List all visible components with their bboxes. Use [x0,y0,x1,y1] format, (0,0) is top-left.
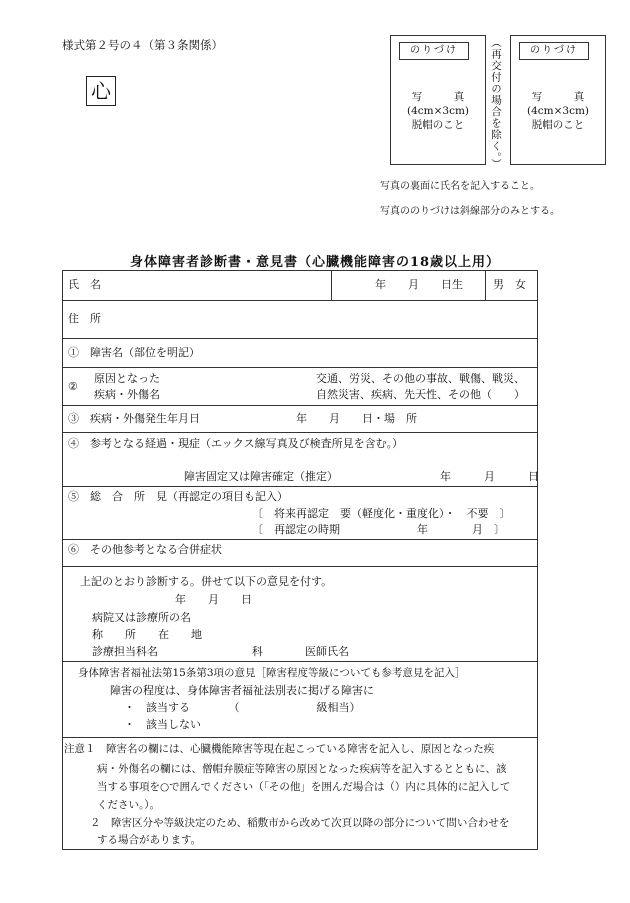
photo-note-2: 写真ののりづけは斜線部分のみとする。 [380,206,560,217]
stamp-char: 心 [91,79,111,103]
r5-line1: 〔 将来再認定 要（軽度化・重度化）・ 不要 〕 [252,507,511,520]
diagnosis-date: 年 月 日 [175,593,252,606]
vrule-birth [485,270,486,300]
r2-label-a: 原因となった [94,372,160,385]
diagnosis-statement: 上記のとおり診断する。併せて以下の意見を付す。 [80,575,333,588]
stamp-box [86,76,116,106]
rule-4 [62,405,538,406]
rule-8 [62,566,538,567]
hospital-address: 称 所 在 地 [92,628,202,641]
note-1-l4: ください。）。 [97,799,160,811]
photo-note-1: 写真の裏面に氏名を記入すること。 [380,181,540,192]
rule-3 [62,367,538,368]
photo-line2: (4cm×3cm) [406,105,470,117]
r2-causes-a: 交通、労災、その他の事故、戦傷、戦災、 [316,372,525,385]
note-1-l3: 当する事項を○で囲んでください（「その他」を囲んだ場合は（）内に具体的に記入して [97,781,511,793]
photo-instructions [391,90,485,132]
note-1-head: 注意１ 障害名の欄には、心臓機能障害等現在起こっている障害を記入し、原因となった疾 [64,743,495,755]
r4-fixed: 障害固定又は障害確定（推定） [184,470,338,483]
glue-label: のりづけ [399,42,469,60]
photo-line2-right: (4cm×3cm) [526,105,590,117]
r4-label: ④ 参考となる経過・現症（エックス線写真及び検査所見を含む。） [68,437,404,450]
rule-2 [62,338,538,339]
birth-label: 年 月 日生 [375,278,463,291]
photo-line1: 写 真 [411,91,465,103]
r2-label-b: 疾病・外傷名 [94,388,160,401]
rule-1 [62,300,538,301]
glue-label-right: のりづけ [519,42,589,60]
dept-label: 診療担当科名 [92,645,158,658]
form-number: 様式第２号の４（第３条関係） [62,38,223,52]
photo-box-right [510,35,606,165]
rule-10 [62,737,538,738]
photo-line3-right: 脱帽のこと [531,119,585,131]
rule-7 [62,539,538,540]
dept-suffix: 科 [252,645,263,658]
hospital-name: 病院又は診療所の名 [92,611,191,624]
r5-line2: 〔 再認定の時期 年 月 〕 [252,523,505,536]
opinion-heading: 身体障害者福祉法第15条第3項の意見［障害程度等級についても参考意見を記入］ [78,667,466,679]
r2-num: ② [68,380,78,393]
sex-label: 男 女 [493,278,526,291]
note-2-l1: ２ 障害区分や等級決定のため、稲敷市から改めて次頁以降の部分について問い合わせを [90,817,510,829]
photo-line1-right: 写 真 [531,91,585,103]
opinion-opt2: ・ 該当しない [124,718,201,731]
doctor-name: 医師氏名 [305,645,349,658]
rule-5 [62,432,538,433]
r5-label: ⑤ 総 合 所 見（再認定の項目も記入） [68,490,288,503]
photo-instructions-right [511,90,605,132]
note-2-l2: する場合があります。 [97,834,202,846]
r2-causes-b: 自然災害、疾病、先天性、その他（ ） [316,388,525,401]
r3-value: 年 月 日・場 所 [296,412,417,425]
photo-box-left [390,35,486,165]
r1-label: ① 障害名（部位を明記） [68,346,200,359]
name-label: 氏 名 [68,278,101,291]
vrule-name [331,270,332,300]
address-label: 住 所 [68,312,101,325]
opinion-opt1: ・ 該当する （ 級相当） [124,701,361,714]
photo-vertical-note: （再交付の場合を除く。） [490,37,502,170]
r4-date: 年 月 日 [440,470,539,483]
opinion-line1: 障害の程度は、身体障害者福祉法別表に掲げる障害に [110,684,374,697]
rule-6 [62,486,538,487]
page-title: 身体障害者診断書・意見書（心臓機能障害の18歳以上用） [129,255,501,270]
note-1-l2: 病・外傷名の欄には、僧帽弁膜症等障害の原因となった疾病等を記入するとともに、該 [97,763,507,775]
rule-9 [62,661,538,662]
r6-label: ⑥ その他参考となる合併症状 [68,543,222,556]
photo-line3: 脱帽のこと [411,119,465,131]
r3-label: ③ 疾病・外傷発生年月日 [68,412,200,425]
